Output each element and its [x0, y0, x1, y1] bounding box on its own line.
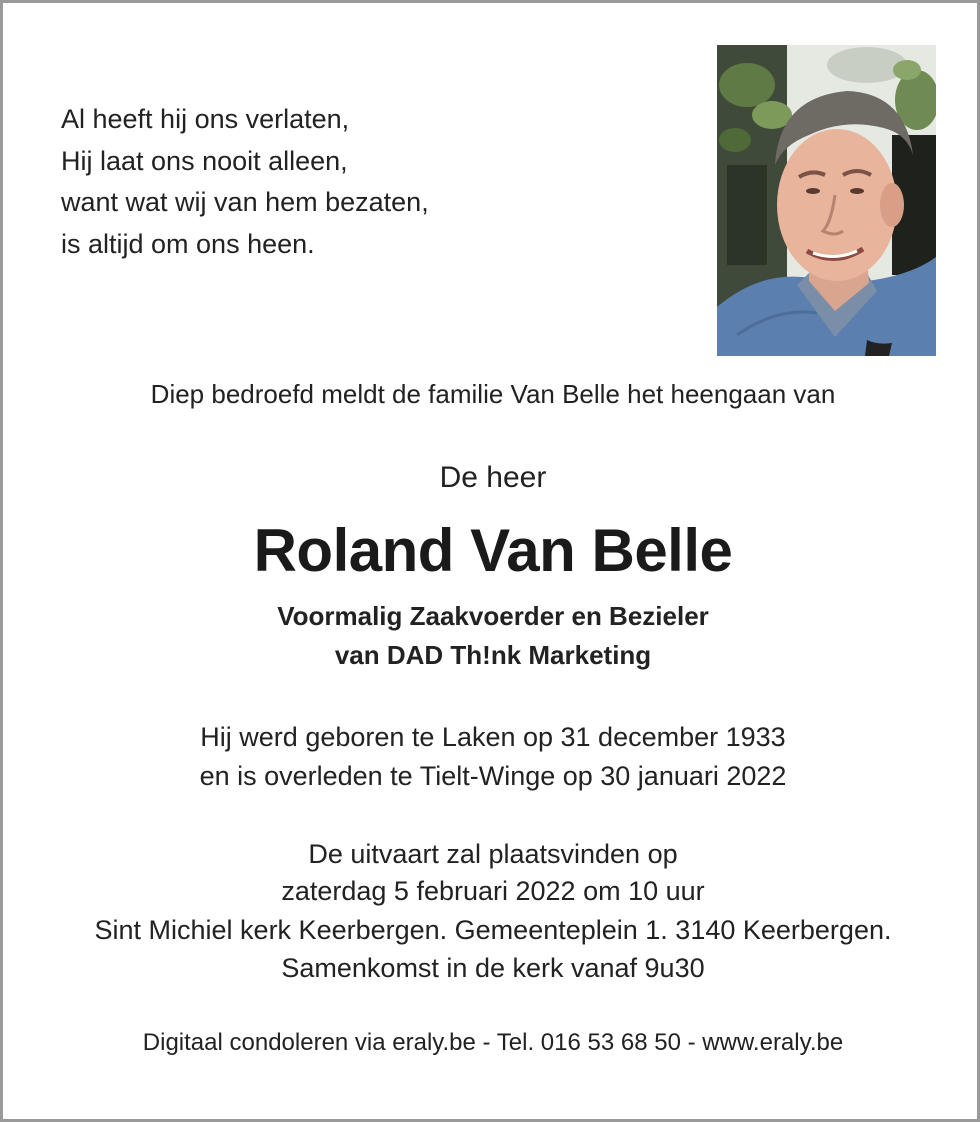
role-line-1: Voormalig Zaakvoerder en Bezieler: [277, 601, 709, 631]
funeral-date: zaterdag 5 februari 2022 om 10 uur: [281, 876, 705, 906]
honorific-title: De heer: [439, 461, 547, 494]
announcement-text: Diep bedroefd meldt de familie Van Belle het heengaan van: [150, 379, 836, 409]
funeral-line-1: De uitvaart zal plaatsvinden op: [308, 839, 678, 869]
birth-text: Hij werd geboren te Laken op 31 december 1933: [200, 722, 786, 752]
role-line-2: van DAD Th!nk Marketing: [334, 640, 652, 670]
poem-line: Hij laat ons nooit alleen,: [61, 145, 348, 176]
death-text: en is overleden te Tielt-Winge op 30 januari 2022: [199, 761, 787, 791]
poem-line: Al heeft hij ons verlaten,: [61, 104, 350, 134]
portrait-photo: [717, 45, 936, 356]
poem: [61, 99, 429, 265]
funeral-location: Sint Michiel kerk Keerbergen. Gemeenteplein 1. 3140 Keerbergen.: [94, 915, 892, 945]
condolence-footer: Digitaal condoleren via eraly.be - Tel. 016 53 68 50 - www.eraly.be: [142, 1029, 844, 1056]
poem-line: is altijd om ons heen.: [61, 228, 315, 259]
poem-line: want wat wij van hem bezaten,: [61, 187, 429, 217]
deceased-name: Roland Van Belle: [253, 517, 733, 584]
funeral-gathering: Samenkomst in de kerk vanaf 9u30: [281, 953, 705, 983]
